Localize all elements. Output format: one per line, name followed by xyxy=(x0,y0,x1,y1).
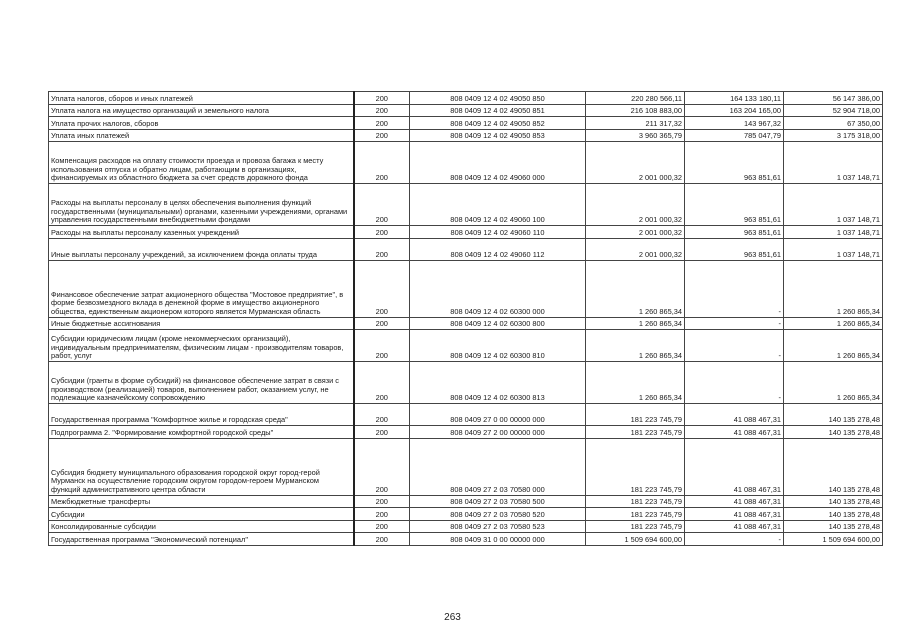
admin-code: 200 xyxy=(354,426,410,439)
amount-col-2: 41 088 467,31 xyxy=(685,404,784,426)
amount-col-2: - xyxy=(685,330,784,362)
admin-code: 200 xyxy=(354,129,410,142)
amount-col-3: 140 135 278,48 xyxy=(784,508,883,521)
table-row xyxy=(49,92,883,105)
admin-code: 200 xyxy=(354,317,410,330)
table-row xyxy=(49,362,883,404)
amount-col-2: 41 088 467,31 xyxy=(685,426,784,439)
amount-col-3: 1 260 865,34 xyxy=(784,317,883,330)
amount-col-2: 963 851,61 xyxy=(685,238,784,260)
budget-item-name: Субсидии юридическим лицам (кроме некоммерческих организаций), индивидуальным предпринимателям, физическим лицам - производителям товаров, работ, услуг xyxy=(49,330,354,362)
amount-total: 2 001 000,32 xyxy=(586,142,685,184)
budget-item-name: Уплата налога на имущество организаций и земельного налога xyxy=(49,104,354,117)
amount-col-2: 164 133 180,11 xyxy=(685,92,784,105)
admin-code: 200 xyxy=(354,495,410,508)
admin-code: 200 xyxy=(354,520,410,533)
budget-item-name: Подпрограмма 2. "Формирование комфортной городской среды" xyxy=(49,426,354,439)
amount-total: 181 223 745,79 xyxy=(586,438,685,495)
budget-item-name: Субсидии xyxy=(49,508,354,521)
amount-col-3: 56 147 386,00 xyxy=(784,92,883,105)
budget-classification-code: 808 0409 12 4 02 60300 810 xyxy=(410,330,586,362)
amount-col-2: - xyxy=(685,260,784,317)
table-row xyxy=(49,520,883,533)
amount-total: 1 260 865,34 xyxy=(586,330,685,362)
budget-item-name: Государственная программа "Экономический потенциал" xyxy=(49,533,354,546)
table-row xyxy=(49,317,883,330)
table-row xyxy=(49,117,883,130)
budget-table xyxy=(48,91,883,546)
amount-col-3: 140 135 278,48 xyxy=(784,438,883,495)
admin-code: 200 xyxy=(354,104,410,117)
amount-total: 2 001 000,32 xyxy=(586,226,685,239)
admin-code: 200 xyxy=(354,533,410,546)
amount-col-3: 140 135 278,48 xyxy=(784,495,883,508)
budget-item-name: Государственная программа "Комфортное жилье и городская среда" xyxy=(49,404,354,426)
budget-item-name: Расходы на выплаты персоналу в целях обеспечения выполнения функций государственными (муниципальными) органами, казенными учреждениями, органами управления государственными внебюджетными фондами xyxy=(49,184,354,226)
table-row xyxy=(49,226,883,239)
table-row xyxy=(49,184,883,226)
amount-total: 181 223 745,79 xyxy=(586,495,685,508)
amount-total: 1 509 694 600,00 xyxy=(586,533,685,546)
table-row xyxy=(49,104,883,117)
budget-classification-code: 808 0409 12 4 02 60300 000 xyxy=(410,260,586,317)
amount-total: 2 001 000,32 xyxy=(586,238,685,260)
amount-col-3: 67 350,00 xyxy=(784,117,883,130)
amount-col-2: 41 088 467,31 xyxy=(685,508,784,521)
table-row xyxy=(49,438,883,495)
amount-col-3: 140 135 278,48 xyxy=(784,404,883,426)
table-row xyxy=(49,404,883,426)
amount-col-2: - xyxy=(685,317,784,330)
budget-item-name: Иные выплаты персоналу учреждений, за исключением фонда оплаты труда xyxy=(49,238,354,260)
budget-classification-code: 808 0409 12 4 02 49050 853 xyxy=(410,129,586,142)
amount-total: 2 001 000,32 xyxy=(586,184,685,226)
budget-item-name: Субсидия бюджету муниципального образования городской округ город-герой Мурманск на осуществление городским округом городом-героем Мурманском функций административного центра области xyxy=(49,438,354,495)
amount-total: 1 260 865,34 xyxy=(586,362,685,404)
table-row xyxy=(49,533,883,546)
budget-classification-code: 808 0409 27 2 03 70580 523 xyxy=(410,520,586,533)
admin-code: 200 xyxy=(354,260,410,317)
budget-classification-code: 808 0409 12 4 02 60300 800 xyxy=(410,317,586,330)
amount-col-3: 1 037 148,71 xyxy=(784,238,883,260)
amount-col-2: 963 851,61 xyxy=(685,226,784,239)
budget-classification-code: 808 0409 12 4 02 49060 110 xyxy=(410,226,586,239)
budget-item-name: Консолидированные субсидии xyxy=(49,520,354,533)
amount-total: 181 223 745,79 xyxy=(586,426,685,439)
admin-code: 200 xyxy=(354,226,410,239)
budget-classification-code: 808 0409 27 2 00 00000 000 xyxy=(410,426,586,439)
table-row xyxy=(49,508,883,521)
amount-total: 3 960 365,79 xyxy=(586,129,685,142)
budget-item-name: Иные бюджетные ассигнования xyxy=(49,317,354,330)
amount-total: 181 223 745,79 xyxy=(586,404,685,426)
budget-item-name: Субсидии (гранты в форме субсидий) на финансовое обеспечение затрат в связи с производством (реализацией) товаров, выполнением работ, оказанием услуг, не подлежащие казначейскому сопровождению xyxy=(49,362,354,404)
budget-item-name: Расходы на выплаты персоналу казенных учреждений xyxy=(49,226,354,239)
amount-col-3: 1 260 865,34 xyxy=(784,362,883,404)
page-number: 263 xyxy=(444,612,461,623)
amount-col-3: 140 135 278,48 xyxy=(784,520,883,533)
admin-code: 200 xyxy=(354,184,410,226)
budget-table-body xyxy=(49,92,883,546)
amount-total: 220 280 566,11 xyxy=(586,92,685,105)
table-row xyxy=(49,238,883,260)
amount-total: 1 260 865,34 xyxy=(586,260,685,317)
admin-code: 200 xyxy=(354,238,410,260)
table-row xyxy=(49,129,883,142)
amount-col-3: 1 037 148,71 xyxy=(784,184,883,226)
admin-code: 200 xyxy=(354,404,410,426)
budget-item-name: Финансовое обеспечение затрат акционерного общества "Мостовое предприятие", в форме безвозмездного вклада в денежной форме в имущество акционерного общества, единственным акционером которого является Мурманская область xyxy=(49,260,354,317)
amount-col-3: 1 260 865,34 xyxy=(784,260,883,317)
table-row xyxy=(49,142,883,184)
amount-col-2: 785 047,79 xyxy=(685,129,784,142)
budget-item-name: Уплата налогов, сборов и иных платежей xyxy=(49,92,354,105)
amount-total: 216 108 883,00 xyxy=(586,104,685,117)
budget-classification-code: 808 0409 31 0 00 00000 000 xyxy=(410,533,586,546)
amount-col-3: 1 260 865,34 xyxy=(784,330,883,362)
table-row xyxy=(49,495,883,508)
table-row xyxy=(49,260,883,317)
budget-item-name: Компенсация расходов на оплату стоимости проезда и провоза багажа к месту использования отпуска и обратно лицам, работающим в организациях, финансируемых из областного бюджета за счет средств дорожного фонда xyxy=(49,142,354,184)
budget-item-name: Уплата иных платежей xyxy=(49,129,354,142)
amount-col-2: 41 088 467,31 xyxy=(685,495,784,508)
amount-col-3: 3 175 318,00 xyxy=(784,129,883,142)
budget-classification-code: 808 0409 12 4 02 60300 813 xyxy=(410,362,586,404)
budget-classification-code: 808 0409 12 4 02 49050 850 xyxy=(410,92,586,105)
budget-item-name: Межбюджетные трансферты xyxy=(49,495,354,508)
admin-code: 200 xyxy=(354,92,410,105)
budget-classification-code: 808 0409 27 2 03 70580 500 xyxy=(410,495,586,508)
amount-col-2: - xyxy=(685,533,784,546)
amount-col-3: 1 037 148,71 xyxy=(784,226,883,239)
budget-classification-code: 808 0409 12 4 02 49060 100 xyxy=(410,184,586,226)
amount-col-3: 1 037 148,71 xyxy=(784,142,883,184)
amount-col-3: 1 509 694 600,00 xyxy=(784,533,883,546)
amount-col-2: 963 851,61 xyxy=(685,142,784,184)
admin-code: 200 xyxy=(354,142,410,184)
admin-code: 200 xyxy=(354,362,410,404)
budget-classification-code: 808 0409 12 4 02 49050 851 xyxy=(410,104,586,117)
budget-classification-code: 808 0409 12 4 02 49050 852 xyxy=(410,117,586,130)
amount-total: 1 260 865,34 xyxy=(586,317,685,330)
table-row xyxy=(49,330,883,362)
admin-code: 200 xyxy=(354,330,410,362)
amount-col-2: 41 088 467,31 xyxy=(685,520,784,533)
budget-classification-code: 808 0409 27 2 03 70580 000 xyxy=(410,438,586,495)
amount-col-2: 163 204 165,00 xyxy=(685,104,784,117)
budget-item-name: Уплата прочих налогов, сборов xyxy=(49,117,354,130)
amount-total: 211 317,32 xyxy=(586,117,685,130)
admin-code: 200 xyxy=(354,508,410,521)
table-row xyxy=(49,426,883,439)
amount-col-3: 52 904 718,00 xyxy=(784,104,883,117)
amount-total: 181 223 745,79 xyxy=(586,520,685,533)
admin-code: 200 xyxy=(354,438,410,495)
budget-classification-code: 808 0409 27 0 00 00000 000 xyxy=(410,404,586,426)
amount-col-2: 143 967,32 xyxy=(685,117,784,130)
budget-classification-code: 808 0409 27 2 03 70580 520 xyxy=(410,508,586,521)
amount-col-2: 41 088 467,31 xyxy=(685,438,784,495)
amount-col-3: 140 135 278,48 xyxy=(784,426,883,439)
amount-col-2: 963 851,61 xyxy=(685,184,784,226)
budget-classification-code: 808 0409 12 4 02 49060 000 xyxy=(410,142,586,184)
admin-code: 200 xyxy=(354,117,410,130)
budget-classification-code: 808 0409 12 4 02 49060 112 xyxy=(410,238,586,260)
amount-col-2: - xyxy=(685,362,784,404)
amount-total: 181 223 745,79 xyxy=(586,508,685,521)
